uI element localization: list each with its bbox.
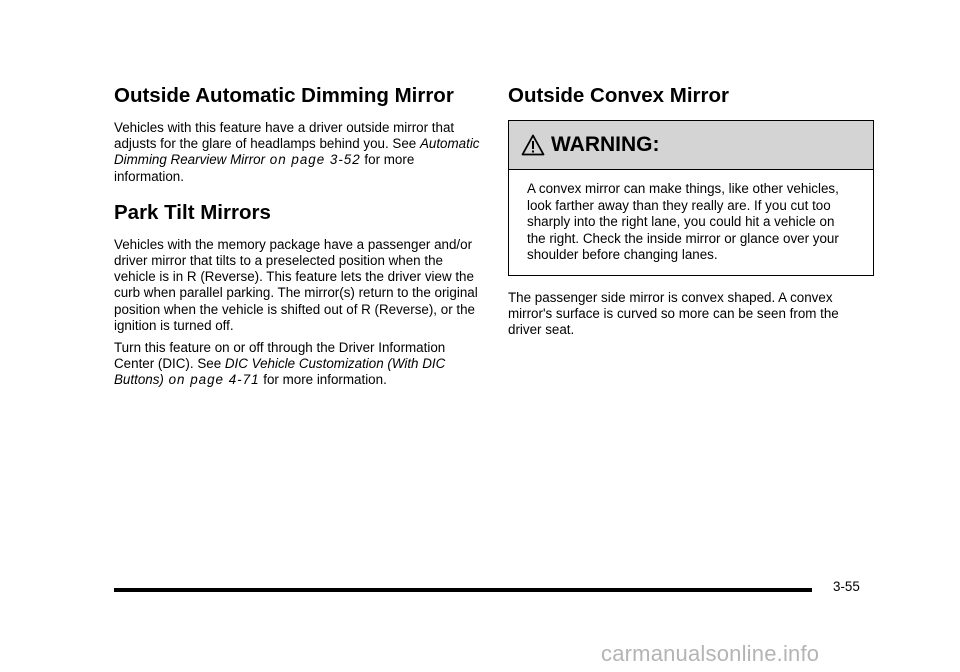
page-reference[interactable]: on page 4‑71 (163, 372, 260, 388)
paragraph-convex-mirror: The passenger side mirror is convex shaped. A convex mirror's surface is curved so more can be seen from the driver seat. (508, 289, 839, 338)
warning-triangle-icon (521, 134, 545, 156)
paragraph-text: Vehicles with this feature have a driver outside mirror that adjusts for the glare of headlamps behind you. See (114, 120, 455, 152)
cross-reference-link[interactable]: DIC Vehicle Customization (With DIC Buttons) (114, 356, 446, 388)
footer-rule (114, 588, 812, 592)
paragraph-dic (114, 340, 484, 389)
paragraph-text: for more information. (114, 152, 415, 184)
warning-box (508, 120, 874, 276)
left-column (114, 84, 484, 395)
cross-reference-link[interactable]: Automatic Dimming Rearview Mirror (114, 136, 480, 168)
warning-header (509, 121, 873, 170)
paragraph-text: Turn this feature on or off through the Driver Information Center (DIC). See (114, 340, 446, 372)
page-number: 3-55 (833, 579, 860, 594)
section-heading-convex-mirror: Outside Convex Mirror (508, 84, 729, 107)
paragraph-park-tilt: Vehicles with the memory package have a passenger and/or driver mirror that tilts to a preselected position when the vehicle is in R (Reverse). This feature lets the driver view the curb when parallel parking. The mirror(s) return to the original position when the vehicle is shifted out of R (Reverse), or the ignition is turned off. (114, 236, 478, 333)
watermark: carmanualsonline.info (601, 641, 820, 666)
right-column (508, 84, 874, 345)
warning-text: A convex mirror can make things, like other vehicles, look farther away than they really are. If you cut too sharply into the right lane, you could hit a vehicle on the right. Check the inside mirror or glance over your shoulder before changing lanes. (527, 181, 839, 263)
warning-body (509, 170, 873, 275)
page-reference[interactable]: on page 3‑52 (265, 152, 361, 168)
paragraph-text: for more information. (259, 372, 387, 388)
section-heading-park-tilt: Park Tilt Mirrors (114, 200, 271, 224)
warning-title: WARNING: (551, 133, 660, 156)
section-heading-dimming-mirror: Outside Automatic Dimming Mirror (114, 84, 454, 107)
paragraph-dimming-mirror (114, 120, 484, 185)
